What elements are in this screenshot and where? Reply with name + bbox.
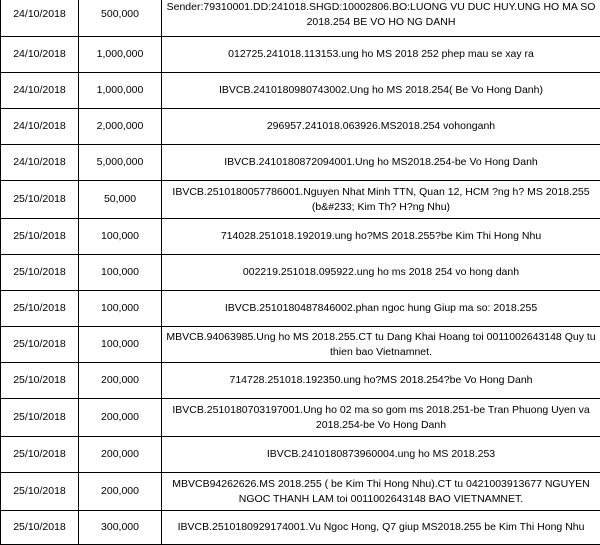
description-cell: MBVCB94262626.MS 2018.255 ( be Kim Thi Hong Nhu).CT tu 0421003913677 NGUYEN NGOC THANH LAM toi 0011002643148 BAO VIETNAMNET. [162,473,600,511]
amount-cell: 500,000 [79,0,162,37]
amount-cell: 100,000 [79,291,162,327]
table-row [1,37,600,73]
date-cell: 24/10/2018 [1,145,79,181]
amount-cell: 300,000 [79,511,162,545]
date-cell: 25/10/2018 [1,473,79,511]
table-row [1,511,600,545]
amount-cell: 200,000 [79,473,162,511]
date-cell: 25/10/2018 [1,399,79,437]
date-cell: 24/10/2018 [1,73,79,109]
table-row [1,437,600,473]
date-cell: 25/10/2018 [1,437,79,473]
table-row [1,219,600,255]
description-cell: IBVCB.2410180872094001.Ung ho MS2018.254-be Vo Hong Danh [162,145,600,181]
amount-cell: 5,000,000 [79,145,162,181]
table-row [1,0,600,37]
date-cell: 25/10/2018 [1,291,79,327]
table-row [1,255,600,291]
date-cell: 25/10/2018 [1,255,79,291]
table-row [1,145,600,181]
amount-cell: 200,000 [79,363,162,399]
description-cell: IBVCB.2410180980743002.Ung ho MS 2018.254( Be Vo Hong Danh) [162,73,600,109]
donation-rows [1,0,600,545]
amount-cell: 1,000,000 [79,37,162,73]
amount-cell: 100,000 [79,219,162,255]
table-row [1,399,600,437]
date-cell: 25/10/2018 [1,181,79,219]
description-cell: 714028.251018.192019.ung ho?MS 2018.255?be Kim Thi Hong Nhu [162,219,600,255]
description-cell: 012725.241018.113153.ung ho MS 2018 252 phep mau se xay ra [162,37,600,73]
description-cell: IBVCB.2510180929174001.Vu Ngoc Hong, Q7 giup MS2018.255 be Kim Thi Hong Nhu [162,511,600,545]
description-cell: IBVCB.2410180873960004.ung ho MS 2018.253 [162,437,600,473]
description-cell: IBVCB.2510180487846002.phan ngoc hung Giup ma so: 2018.255 [162,291,600,327]
description-cell: 296957.241018.063926.MS2018.254 vohonganh [162,109,600,145]
amount-cell: 1,000,000 [79,73,162,109]
amount-cell: 100,000 [79,255,162,291]
description-cell: 002219.251018.095922.ung ho ms 2018 254 vo hong danh [162,255,600,291]
description-cell: IBVCB.2510180057786001.Nguyen Nhat Minh TTN, Quan 12, HCM ?ng h? MS 2018.255 (b&#233; Kim Th? H?ng Nhu) [162,181,600,219]
description-cell: Sender:79310001.DD:241018.SHGD:10002806.BO:LUONG VU DUC HUY.UNG HO MA SO 2018.254 BE VO HO NG DANH [162,0,600,37]
description-cell: 714728.251018.192350.ung ho?MS 2018.254?be Vo Hong Danh [162,363,600,399]
date-cell: 24/10/2018 [1,109,79,145]
date-cell: 25/10/2018 [1,511,79,545]
amount-cell: 200,000 [79,399,162,437]
table-row [1,327,600,363]
table-row [1,291,600,327]
table-row [1,363,600,399]
date-cell: 25/10/2018 [1,219,79,255]
date-cell: 25/10/2018 [1,363,79,399]
amount-cell: 200,000 [79,437,162,473]
table-row [1,109,600,145]
date-cell: 24/10/2018 [1,37,79,73]
description-cell: MBVCB.94063985.Ung ho MS 2018.255.CT tu Dang Khai Hoang toi 0011002643148 Quy tu thien bao Vietnamnet. [162,327,600,363]
table-row [1,473,600,511]
table-row [1,73,600,109]
date-cell: 25/10/2018 [1,327,79,363]
amount-cell: 100,000 [79,327,162,363]
amount-cell: 2,000,000 [79,109,162,145]
amount-cell: 50,000 [79,181,162,219]
table-row [1,181,600,219]
date-cell: 24/10/2018 [1,0,79,37]
description-cell: IBVCB.2510180703197001.Ung ho 02 ma so gom ms 2018.251-be Tran Phuong Uyen va 2018.254-be Vo Hong Danh [162,399,600,437]
